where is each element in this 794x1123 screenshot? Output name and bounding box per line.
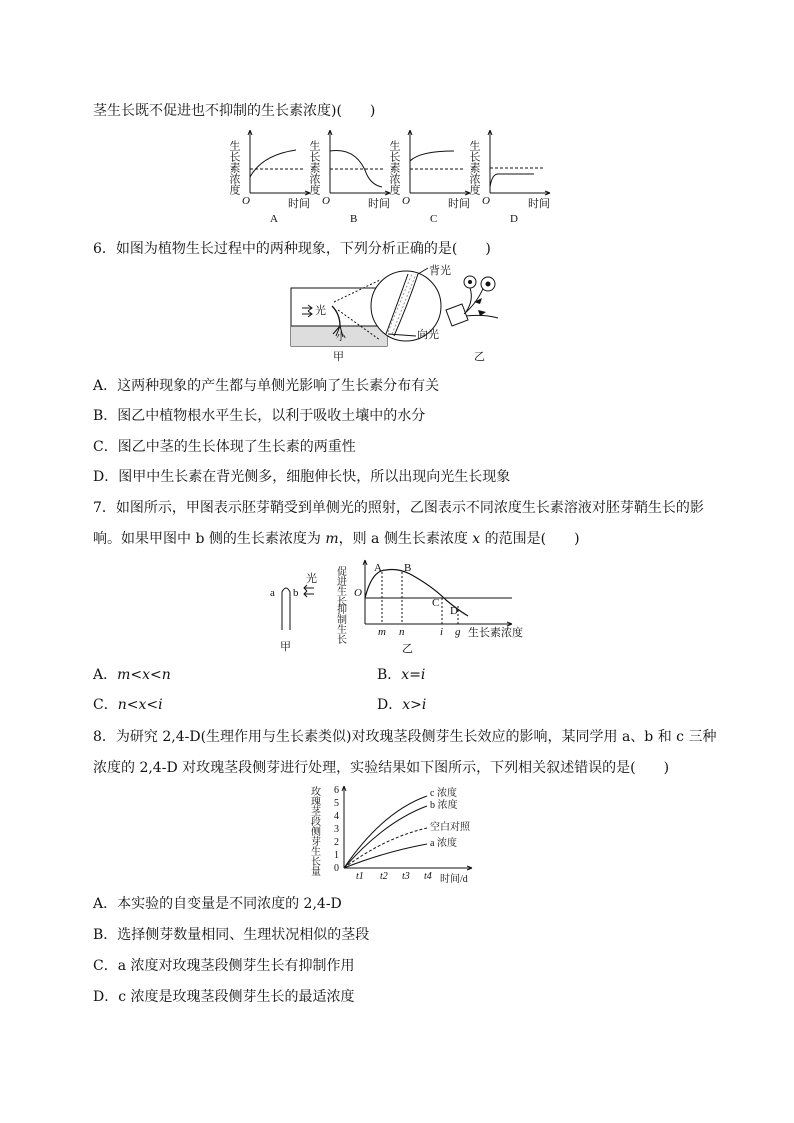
svg-text:B: B [350,213,358,225]
q7-promote-label: 促进生长 [334,566,346,606]
q7-point-a: A [374,562,382,574]
q8-option-c: C．a 浓度对玫瑰茎段侧芽生长有抑制作用 [93,958,355,974]
q6-caption-jia: 甲 [333,351,344,363]
svg-text:2: 2 [334,837,339,848]
q7-option-a: A．m<x<n [93,667,171,683]
svg-text:D: D [510,213,518,225]
q7-point-c: C [432,597,440,609]
q6-figure [288,262,518,367]
q8-option-b: B．选择侧芽数量相同、生理状况相似的茎段 [93,927,370,943]
svg-text:4: 4 [334,811,339,822]
svg-text:1: 1 [334,850,339,861]
q6-stem: 6．如图为植物生长过程中的两种现象，下列分析正确的是( ) [93,241,491,257]
q8-curve-control [344,828,427,868]
q7-side-b: b [293,587,299,599]
q7-inhibit-label: 抑制生长 [334,604,346,644]
q6-caption-yi: 乙 [474,351,485,363]
svg-text:O: O [354,587,362,599]
svg-text:时间: 时间 [288,198,310,210]
svg-text:t2: t2 [380,871,388,882]
q8-option-a: A．本实验的自变量是不同浓度的 2,4-D [93,896,342,912]
svg-text:O: O [402,195,410,207]
q7-xlabel: 生长素浓度 [468,627,523,639]
svg-text:生长素浓度: 生长素浓度 [468,140,480,195]
svg-text:g: g [455,626,461,638]
q5-panel-d [468,130,550,225]
svg-text:O: O [482,195,490,207]
svg-text:5: 5 [334,798,339,809]
q8-series-control: 空白对照 [430,822,470,833]
q8-figure [308,782,508,888]
q7-figure [262,556,532,656]
svg-text:6: 6 [334,785,339,796]
q7-light-label: 光 [306,573,317,585]
svg-text:A: A [270,213,278,225]
q5-figure [228,125,562,225]
q6-option-c: C．图乙中茎的生长体现了生长素的两重性 [93,439,356,455]
q8-ylabel: 玫瑰茎段侧芽生长量 [308,786,320,876]
q6-light-label: 光 [315,305,326,317]
svg-text:t4: t4 [424,871,432,882]
q5-ylabel-a: 生长素浓度 [228,140,240,195]
svg-text:0: 0 [334,863,339,874]
q5-panel-b [308,130,390,225]
q7-point-b: B [404,562,412,574]
svg-text:小: 小 [336,332,346,343]
q8-series-a: a 浓度 [430,838,457,849]
svg-text:n: n [399,626,405,638]
q5-panel-a [228,130,310,225]
q7-option-c: C．n<x<i [93,697,163,713]
q8-series-b: b 浓度 [430,800,458,811]
svg-text:t3: t3 [402,871,410,882]
q6-toward-label: 向光 [417,329,439,341]
q5-stem: 茎生长既不促进也不抑制的生长素浓度)( ) [93,103,376,119]
q7-side-a: a [270,587,275,599]
q8-series-c: c 浓度 [430,788,457,799]
q7-stem-line1: 7．如图所示，甲图表示胚芽鞘受到单侧光的照射，乙图表示不同浓度生长素溶液对胚芽鞘生长的影 [93,500,704,516]
svg-text:O: O [242,195,250,207]
q6-back-label: 背光 [429,265,451,277]
q7-caption-yi: 乙 [402,643,413,655]
q8-option-d: D．c 浓度是玫瑰茎段侧芽生长的最适浓度 [93,989,355,1005]
svg-text:i: i [440,626,444,638]
svg-text:C: C [430,213,438,225]
q7-stem-line2: 响。如果甲图中 b 侧的生长素浓度为 m，则 a 侧生长素浓度 x 的范围是( ) [93,531,580,547]
q8-curve-c [344,796,427,868]
q6-plant-yi [446,276,498,363]
svg-text:时间: 时间 [368,198,390,210]
q8-stem-line2: 浓度的 2,4-D 对玫瑰茎段侧芽进行处理，实验结果如下图所示，下列相关叙述错误的是( ) [93,760,670,776]
q7-option-d: D．x>i [377,697,427,713]
svg-text:t1: t1 [356,871,364,882]
q6-option-d: D．图甲中生长素在背光侧多，细胞伸长快，所以出现向光生长现象 [93,469,511,485]
svg-text:生长素浓度: 生长素浓度 [388,140,400,195]
q7-caption-jia: 甲 [280,641,291,653]
svg-text:3: 3 [334,824,339,835]
q8-stem-line1: 8．为研究 2,4-D(生理作用与生长素类似)对玫瑰茎段侧芽生长效应的影响，某同学用 a、b 和 c 三种 [93,729,717,745]
svg-text:时间: 时间 [528,198,550,210]
svg-text:生长素浓度: 生长素浓度 [308,140,320,195]
q8-curve-a [344,844,427,868]
q7-option-b: B．x=i [377,667,426,683]
svg-text:m: m [378,626,386,638]
q5-panel-c [388,130,470,225]
q6-option-a: A．这两种现象的产生都与单侧光影响了生长素分布有关 [93,378,440,394]
q7-point-d: D [450,605,458,617]
q8-xlabel: 时间/d [440,874,468,885]
q6-option-b: B．图乙中植物根水平生长，以利于吸收土壤中的水分 [93,408,426,424]
svg-text:时间: 时间 [448,198,470,210]
svg-text:O: O [322,195,330,207]
